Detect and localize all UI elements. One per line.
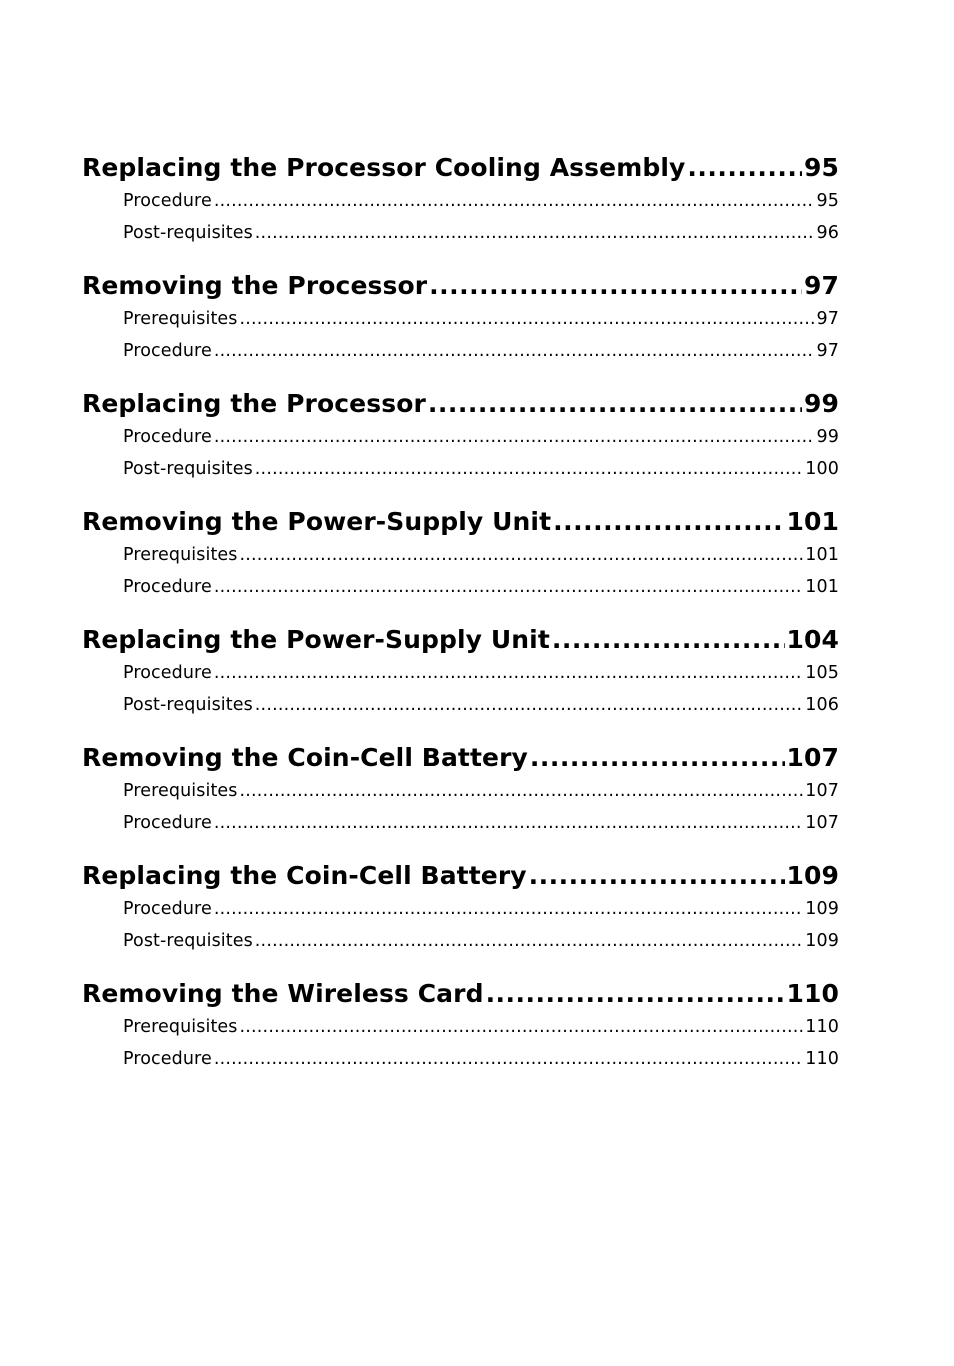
- toc-subentry[interactable]: [82, 931, 839, 963]
- subentry-page-number: 97: [816, 309, 839, 329]
- subentry-label: Prerequisites: [123, 309, 238, 329]
- dot-leader: [255, 459, 804, 479]
- subentry-label: Prerequisites: [123, 1017, 238, 1037]
- subentry-page-number: 109: [805, 899, 839, 919]
- toc-subentry[interactable]: [82, 427, 839, 459]
- dot-leader: [255, 931, 804, 951]
- toc-subentry[interactable]: [82, 1017, 839, 1049]
- toc-chapter-entry[interactable]: [82, 389, 839, 427]
- chapter-page-number: 110: [786, 979, 839, 1008]
- dot-leader: [530, 743, 785, 772]
- dot-leader: [486, 979, 785, 1008]
- dot-leader: [429, 271, 802, 300]
- subentry-label: Procedure: [123, 427, 212, 447]
- toc-section: [82, 979, 839, 1081]
- subentry-page-number: 95: [816, 191, 839, 211]
- toc-subentry[interactable]: [82, 191, 839, 223]
- toc-section: [82, 625, 839, 727]
- dot-leader: [240, 545, 804, 565]
- dot-leader: [214, 341, 815, 361]
- dot-leader: [529, 861, 785, 890]
- chapter-title: Replacing the Processor: [82, 389, 426, 418]
- dot-leader: [552, 625, 785, 654]
- toc-subentry[interactable]: [82, 577, 839, 609]
- chapter-page-number: 99: [804, 389, 839, 418]
- subentry-label: Procedure: [123, 341, 212, 361]
- toc-subentry[interactable]: [82, 781, 839, 813]
- toc-subentry[interactable]: [82, 813, 839, 845]
- dot-leader: [214, 191, 815, 211]
- toc-subentry[interactable]: [82, 1049, 839, 1081]
- subentry-page-number: 100: [805, 459, 839, 479]
- chapter-title: Replacing the Processor Cooling Assembly: [82, 153, 686, 182]
- toc-subentry[interactable]: [82, 545, 839, 577]
- toc-subentry[interactable]: [82, 223, 839, 255]
- toc-chapter-entry[interactable]: [82, 743, 839, 781]
- dot-leader: [240, 1017, 804, 1037]
- dot-leader: [214, 663, 803, 683]
- subentry-label: Procedure: [123, 1049, 212, 1069]
- chapter-title: Replacing the Coin-Cell Battery: [82, 861, 527, 890]
- chapter-page-number: 95: [804, 153, 839, 182]
- table-of-contents: [82, 153, 839, 1097]
- subentry-page-number: 97: [816, 341, 839, 361]
- toc-chapter-entry[interactable]: [82, 979, 839, 1017]
- subentry-label: Prerequisites: [123, 545, 238, 565]
- toc-subentry[interactable]: [82, 341, 839, 373]
- subentry-label: Post-requisites: [123, 695, 253, 715]
- chapter-title: Removing the Wireless Card: [82, 979, 484, 1008]
- toc-subentry[interactable]: [82, 309, 839, 341]
- subentry-label: Procedure: [123, 191, 212, 211]
- toc-chapter-entry[interactable]: [82, 271, 839, 309]
- subentry-page-number: 105: [805, 663, 839, 683]
- dot-leader: [240, 309, 815, 329]
- dot-leader: [240, 781, 804, 801]
- toc-subentry[interactable]: [82, 663, 839, 695]
- subentry-page-number: 110: [805, 1017, 839, 1037]
- subentry-page-number: 106: [805, 695, 839, 715]
- toc-chapter-entry[interactable]: [82, 861, 839, 899]
- subentry-label: Procedure: [123, 813, 212, 833]
- chapter-title: Removing the Power-Supply Unit: [82, 507, 552, 536]
- subentry-page-number: 110: [805, 1049, 839, 1069]
- chapter-page-number: 101: [786, 507, 839, 536]
- chapter-title: Removing the Processor: [82, 271, 428, 300]
- dot-leader: [214, 577, 803, 597]
- dot-leader: [214, 427, 815, 447]
- toc-subentry[interactable]: [82, 899, 839, 931]
- toc-section: [82, 271, 839, 373]
- dot-leader: [553, 507, 784, 536]
- subentry-label: Procedure: [123, 663, 212, 683]
- toc-subentry[interactable]: [82, 459, 839, 491]
- dot-leader: [255, 223, 815, 243]
- subentry-label: Procedure: [123, 577, 212, 597]
- toc-section: [82, 389, 839, 491]
- toc-chapter-entry[interactable]: [82, 153, 839, 191]
- dot-leader: [214, 899, 803, 919]
- toc-section: [82, 861, 839, 963]
- dot-leader: [687, 153, 802, 182]
- subentry-page-number: 101: [805, 577, 839, 597]
- subentry-label: Post-requisites: [123, 459, 253, 479]
- dot-leader: [428, 389, 802, 418]
- chapter-page-number: 107: [786, 743, 839, 772]
- toc-section: [82, 153, 839, 255]
- chapter-title: Replacing the Power-Supply Unit: [82, 625, 550, 654]
- subentry-label: Post-requisites: [123, 223, 253, 243]
- subentry-page-number: 99: [816, 427, 839, 447]
- chapter-page-number: 109: [786, 861, 839, 890]
- subentry-page-number: 107: [805, 781, 839, 801]
- subentry-label: Post-requisites: [123, 931, 253, 951]
- dot-leader: [255, 695, 804, 715]
- subentry-page-number: 101: [805, 545, 839, 565]
- subentry-page-number: 96: [816, 223, 839, 243]
- chapter-page-number: 97: [804, 271, 839, 300]
- subentry-label: Procedure: [123, 899, 212, 919]
- dot-leader: [214, 813, 803, 833]
- dot-leader: [214, 1049, 803, 1069]
- subentry-page-number: 109: [805, 931, 839, 951]
- subentry-page-number: 107: [805, 813, 839, 833]
- chapter-page-number: 104: [786, 625, 839, 654]
- chapter-title: Removing the Coin-Cell Battery: [82, 743, 528, 772]
- subentry-label: Prerequisites: [123, 781, 238, 801]
- toc-subentry[interactable]: [82, 695, 839, 727]
- toc-chapter-entry[interactable]: [82, 507, 839, 545]
- toc-chapter-entry[interactable]: [82, 625, 839, 663]
- toc-section: [82, 743, 839, 845]
- toc-section: [82, 507, 839, 609]
